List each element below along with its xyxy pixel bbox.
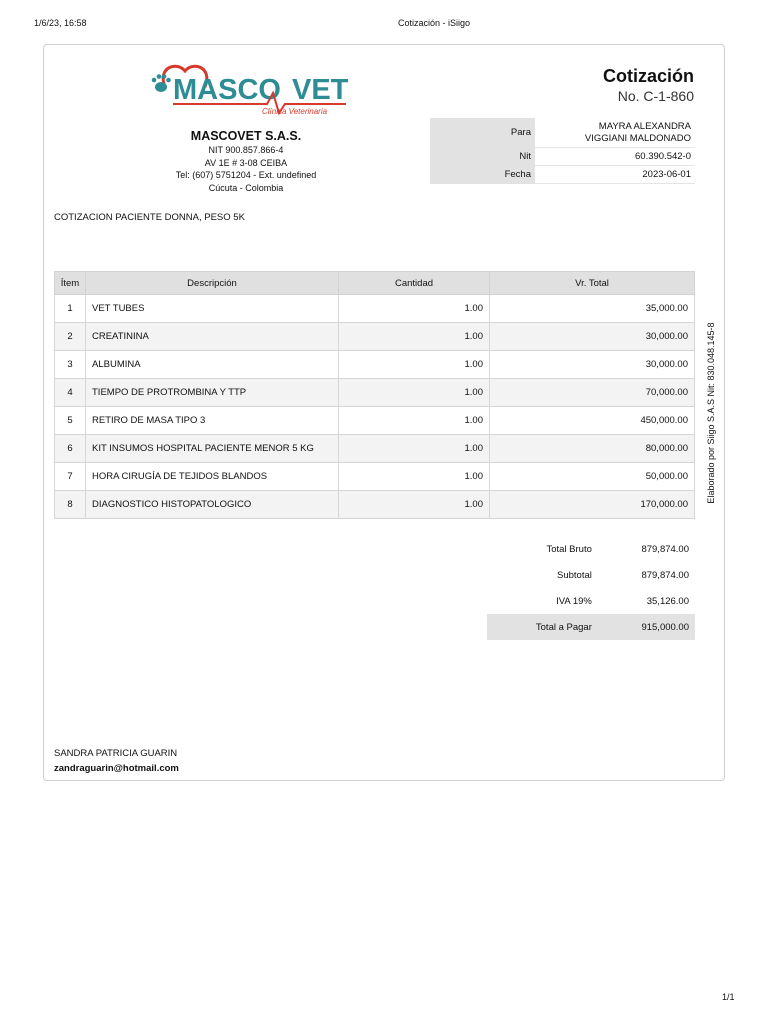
subtotal-row <box>487 562 695 588</box>
signer-block <box>54 746 179 776</box>
client-fecha-value: 2023-06-01 <box>535 166 695 184</box>
table-row <box>55 379 695 407</box>
table-row <box>55 295 695 323</box>
client-name-line1: MAYRA ALEXANDRA <box>598 121 691 132</box>
items-table <box>54 271 695 519</box>
item-description: VET TUBES <box>86 295 339 323</box>
item-description: HORA CIRUGÍA DE TEJIDOS BLANDOS <box>86 463 339 491</box>
client-name-line2: VIGGIANI MALDONADO <box>584 132 691 144</box>
item-number: 2 <box>55 323 86 351</box>
document-heading <box>603 65 694 105</box>
item-total: 450,000.00 <box>490 407 695 435</box>
item-total: 30,000.00 <box>490 351 695 379</box>
table-row <box>55 435 695 463</box>
company-phone: Tel: (607) 5751204 - Ext. undefined <box>175 170 317 180</box>
total-bruto-row <box>487 536 695 562</box>
client-para-label: Para <box>430 118 535 148</box>
company-name: MASCOVET S.A.S. <box>190 129 302 143</box>
item-number: 3 <box>55 351 86 379</box>
item-description: RETIRO DE MASA TIPO 3 <box>86 407 339 435</box>
company-city: Cúcuta - Colombia <box>208 182 284 193</box>
item-description: TIEMPO DE PROTROMBINA Y TTP <box>86 379 339 407</box>
client-row-para <box>430 118 695 148</box>
client-row-fecha <box>430 166 695 184</box>
table-row <box>55 351 695 379</box>
item-description: ALBUMINA <box>86 351 339 379</box>
client-para-value <box>535 118 695 148</box>
iva-label: IVA 19% <box>556 595 592 607</box>
item-number: 1 <box>55 295 86 323</box>
total-pagar-value: 915,000.00 <box>598 614 695 640</box>
table-row <box>55 407 695 435</box>
signer-name: SANDRA PATRICIA GUARIN <box>54 748 178 759</box>
item-quantity: 1.00 <box>339 351 490 379</box>
item-total: 30,000.00 <box>490 323 695 351</box>
col-header-quantity: Cantidad <box>339 272 490 295</box>
quote-note: COTIZACION PACIENTE DONNA, PESO 5K <box>54 212 245 223</box>
total-pagar-row <box>487 614 695 640</box>
logo-tagline: Clínica Veterinaria <box>262 107 328 116</box>
item-quantity: 1.00 <box>339 323 490 351</box>
quote-sheet <box>43 44 725 781</box>
item-description: KIT INSUMOS HOSPITAL PACIENTE MENOR 5 KG <box>86 435 339 463</box>
item-number: 6 <box>55 435 86 463</box>
client-info-table <box>430 118 695 184</box>
subtotal-value: 879,874.00 <box>641 569 689 581</box>
item-quantity: 1.00 <box>339 463 490 491</box>
document-title: Cotización <box>602 66 694 86</box>
client-nit-label: Nit <box>430 148 535 166</box>
siigo-side-note: Elaborado por Siigo S.A.S Nit: 830.048.145-8 <box>706 322 716 504</box>
total-bruto-label: Total Bruto <box>546 543 592 555</box>
item-quantity: 1.00 <box>339 491 490 519</box>
item-total: 70,000.00 <box>490 379 695 407</box>
logo-text-left: MASCO <box>173 74 281 106</box>
item-quantity: 1.00 <box>339 435 490 463</box>
signer-email: zandraguarin@hotmail.com <box>54 763 179 774</box>
item-total: 170,000.00 <box>490 491 695 519</box>
iva-value: 35,126.00 <box>646 595 689 607</box>
print-datetime: 1/6/23, 16:58 <box>34 18 87 28</box>
col-header-description: Descripción <box>86 272 339 295</box>
print-header <box>0 18 768 32</box>
item-total: 80,000.00 <box>490 435 695 463</box>
item-number: 8 <box>55 491 86 519</box>
client-row-nit <box>430 148 695 166</box>
company-info <box>151 129 341 194</box>
client-nit-value: 60.390.542-0 <box>535 148 695 166</box>
total-pagar-label: Total a Pagar <box>487 614 598 640</box>
company-nit: NIT 900.857.866-4 <box>208 145 284 155</box>
table-row <box>55 491 695 519</box>
items-header-row <box>55 272 695 295</box>
item-description: DIAGNOSTICO HISTOPATOLOGICO <box>86 491 339 519</box>
subtotal-label: Subtotal <box>557 569 592 581</box>
item-number: 4 <box>55 379 86 407</box>
item-number: 7 <box>55 463 86 491</box>
document-number: No. C-1-860 <box>617 88 694 104</box>
print-page-number: 1/1 <box>722 992 735 1002</box>
table-row <box>55 463 695 491</box>
col-header-total: Vr. Total <box>490 272 695 295</box>
iva-row <box>487 588 695 614</box>
mascovet-logo <box>149 57 349 117</box>
item-total: 35,000.00 <box>490 295 695 323</box>
paw-icon <box>152 74 171 92</box>
item-quantity: 1.00 <box>339 295 490 323</box>
client-fecha-label: Fecha <box>430 166 535 184</box>
print-page-title: Cotización - iSiigo <box>397 18 471 28</box>
item-quantity: 1.00 <box>339 379 490 407</box>
item-description: CREATININA <box>86 323 339 351</box>
company-address: AV 1E # 3-08 CEIBA <box>204 157 288 168</box>
item-quantity: 1.00 <box>339 407 490 435</box>
item-number: 5 <box>55 407 86 435</box>
col-header-item: Ítem <box>55 272 86 295</box>
table-row <box>55 323 695 351</box>
totals-table <box>487 536 695 640</box>
logo-text-right: VET <box>292 74 349 106</box>
total-bruto-value: 879,874.00 <box>641 543 689 555</box>
item-total: 50,000.00 <box>490 463 695 491</box>
